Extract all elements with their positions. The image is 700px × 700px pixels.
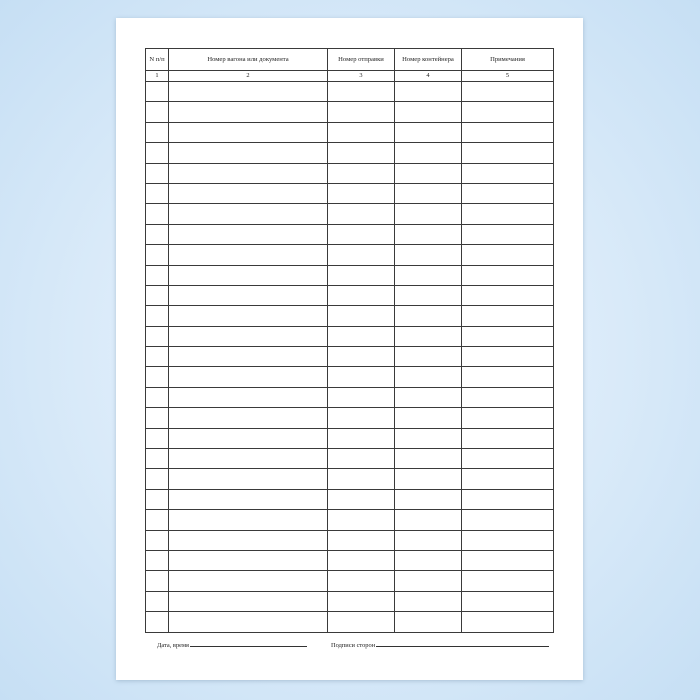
table-cell[interactable] [328, 612, 395, 632]
table-row [146, 163, 554, 183]
table-cell[interactable] [395, 408, 462, 428]
table-cell[interactable] [146, 265, 169, 285]
table-cell[interactable] [395, 306, 462, 326]
table-cell[interactable] [328, 306, 395, 326]
table-cell[interactable] [395, 326, 462, 346]
table-row [146, 367, 554, 387]
table-cell[interactable] [146, 102, 169, 122]
table-cell[interactable] [146, 224, 169, 244]
table-cell[interactable] [328, 102, 395, 122]
table-cell[interactable] [395, 285, 462, 305]
table-cell[interactable] [146, 408, 169, 428]
table-cell[interactable] [462, 571, 554, 591]
date-time-line[interactable] [190, 640, 307, 647]
table-cell[interactable] [462, 82, 554, 102]
table-cell[interactable] [169, 183, 328, 203]
table-row [146, 449, 554, 469]
table-cell[interactable] [395, 612, 462, 632]
table-cell[interactable] [169, 285, 328, 305]
table-cell[interactable] [462, 428, 554, 448]
table-cell[interactable] [395, 469, 462, 489]
table-row [146, 571, 554, 591]
column-header-wagon-or-document: Номер вагона или документа [169, 49, 328, 71]
table-cell[interactable] [146, 163, 169, 183]
table-cell[interactable] [462, 163, 554, 183]
table-cell[interactable] [146, 571, 169, 591]
table-cell[interactable] [146, 550, 169, 570]
signatures-field [331, 640, 549, 649]
table-cell[interactable] [395, 102, 462, 122]
table-cell[interactable] [169, 510, 328, 530]
table-cell[interactable] [146, 82, 169, 102]
signatures-line[interactable] [376, 640, 549, 647]
table-cell[interactable] [395, 245, 462, 265]
table-row [146, 122, 554, 142]
column-header-shipment-number: Номер отправки [328, 49, 395, 71]
table-cell[interactable] [395, 163, 462, 183]
table-cell[interactable] [169, 489, 328, 509]
table-row [146, 285, 554, 305]
table-row [146, 265, 554, 285]
table-cell[interactable] [146, 591, 169, 611]
table-cell[interactable] [462, 367, 554, 387]
table-cell[interactable] [328, 510, 395, 530]
table-cell[interactable] [169, 428, 328, 448]
table-row [146, 82, 554, 102]
table-cell[interactable] [395, 122, 462, 142]
table-cell[interactable] [169, 367, 328, 387]
table-row [146, 428, 554, 448]
table-cell[interactable] [169, 550, 328, 570]
table-cell[interactable] [462, 183, 554, 203]
table-cell[interactable] [395, 449, 462, 469]
table-cell[interactable] [328, 265, 395, 285]
table-cell[interactable] [462, 591, 554, 611]
table-cell[interactable] [169, 245, 328, 265]
table-cell[interactable] [146, 285, 169, 305]
table-cell[interactable] [328, 530, 395, 550]
table-cell[interactable] [462, 143, 554, 163]
table-cell[interactable] [462, 224, 554, 244]
table-cell[interactable] [328, 387, 395, 407]
table-cell[interactable] [146, 387, 169, 407]
table-cell[interactable] [169, 306, 328, 326]
table-cell[interactable] [395, 510, 462, 530]
table-row [146, 245, 554, 265]
table-cell[interactable] [146, 306, 169, 326]
signatures-label: Подписи сторон [331, 642, 376, 649]
table-cell[interactable] [462, 469, 554, 489]
column-number-2: 2 [169, 71, 328, 82]
column-header-notes: Примечания [462, 49, 554, 71]
table-cell[interactable] [169, 102, 328, 122]
table-cell[interactable] [169, 408, 328, 428]
table-cell[interactable] [328, 489, 395, 509]
table-cell[interactable] [169, 224, 328, 244]
table-cell[interactable] [169, 612, 328, 632]
table-cell[interactable] [328, 285, 395, 305]
table-row [146, 387, 554, 407]
table-header-row [146, 49, 554, 71]
table-row [146, 143, 554, 163]
table-row [146, 183, 554, 203]
table-row [146, 347, 554, 367]
column-number-4: 4 [395, 71, 462, 82]
table-cell[interactable] [146, 326, 169, 346]
table-cell[interactable] [462, 387, 554, 407]
table-cell[interactable] [146, 367, 169, 387]
column-number-row [146, 71, 554, 82]
table-cell[interactable] [328, 183, 395, 203]
table-cell[interactable] [328, 143, 395, 163]
table-cell[interactable] [146, 489, 169, 509]
table-cell[interactable] [462, 122, 554, 142]
table-cell[interactable] [462, 408, 554, 428]
table-row [146, 326, 554, 346]
table-cell[interactable] [395, 265, 462, 285]
document-page [116, 18, 583, 680]
table-cell[interactable] [462, 612, 554, 632]
table-cell[interactable] [146, 510, 169, 530]
table-row [146, 204, 554, 224]
table-cell[interactable] [169, 469, 328, 489]
table-cell[interactable] [462, 265, 554, 285]
table-row [146, 591, 554, 611]
table-cell[interactable] [169, 571, 328, 591]
table-cell[interactable] [395, 367, 462, 387]
table-cell[interactable] [146, 428, 169, 448]
table-cell[interactable] [328, 347, 395, 367]
table-cell[interactable] [462, 306, 554, 326]
column-number-3: 3 [328, 71, 395, 82]
table-cell[interactable] [146, 245, 169, 265]
table-row [146, 469, 554, 489]
table-cell[interactable] [462, 489, 554, 509]
table-cell[interactable] [395, 591, 462, 611]
table-cell[interactable] [146, 143, 169, 163]
date-time-field [157, 640, 307, 649]
table-cell[interactable] [395, 530, 462, 550]
table-cell[interactable] [146, 122, 169, 142]
date-time-label: Дата, время [157, 642, 189, 649]
table-cell[interactable] [462, 347, 554, 367]
table-cell[interactable] [169, 82, 328, 102]
column-header-index: N п/п [146, 49, 169, 71]
table-cell[interactable] [328, 591, 395, 611]
table-cell[interactable] [395, 489, 462, 509]
table-cell[interactable] [462, 510, 554, 530]
wagon-register-table [145, 48, 554, 633]
table-cell[interactable] [169, 143, 328, 163]
table-cell[interactable] [328, 163, 395, 183]
table-cell[interactable] [169, 530, 328, 550]
table-cell[interactable] [395, 387, 462, 407]
table-cell[interactable] [462, 102, 554, 122]
table-row [146, 408, 554, 428]
table-cell[interactable] [328, 82, 395, 102]
table-cell[interactable] [169, 122, 328, 142]
table-cell[interactable] [169, 204, 328, 224]
table-cell[interactable] [462, 326, 554, 346]
table-cell[interactable] [146, 612, 169, 632]
table-cell[interactable] [169, 449, 328, 469]
table-cell[interactable] [462, 285, 554, 305]
table-body [146, 82, 554, 633]
table-cell[interactable] [328, 571, 395, 591]
table-cell[interactable] [395, 571, 462, 591]
table-cell[interactable] [462, 550, 554, 570]
table-cell[interactable] [395, 143, 462, 163]
table-row [146, 510, 554, 530]
table-cell[interactable] [395, 204, 462, 224]
table-cell[interactable] [328, 326, 395, 346]
column-header-container-number: Номер контейнера [395, 49, 462, 71]
table-cell[interactable] [395, 183, 462, 203]
table-cell[interactable] [328, 408, 395, 428]
table-cell[interactable] [328, 204, 395, 224]
table-cell[interactable] [169, 265, 328, 285]
table-row [146, 530, 554, 550]
table-row [146, 224, 554, 244]
table-cell[interactable] [146, 183, 169, 203]
table-row [146, 489, 554, 509]
table-cell[interactable] [462, 245, 554, 265]
table-cell[interactable] [169, 591, 328, 611]
table-cell[interactable] [395, 428, 462, 448]
table-cell[interactable] [395, 550, 462, 570]
table-row [146, 550, 554, 570]
table-cell[interactable] [462, 530, 554, 550]
table-cell[interactable] [328, 224, 395, 244]
table-cell[interactable] [169, 387, 328, 407]
table-cell[interactable] [328, 367, 395, 387]
table-row [146, 612, 554, 632]
table-cell[interactable] [328, 550, 395, 570]
table-cell[interactable] [328, 469, 395, 489]
table-cell[interactable] [395, 82, 462, 102]
table-cell[interactable] [146, 469, 169, 489]
table-cell[interactable] [328, 428, 395, 448]
table-cell[interactable] [328, 245, 395, 265]
column-number-5: 5 [462, 71, 554, 82]
table-cell[interactable] [395, 224, 462, 244]
table-row [146, 102, 554, 122]
table-cell[interactable] [146, 204, 169, 224]
table-cell[interactable] [328, 449, 395, 469]
table-cell[interactable] [146, 530, 169, 550]
table-cell[interactable] [462, 204, 554, 224]
table-cell[interactable] [395, 347, 462, 367]
table-cell[interactable] [169, 326, 328, 346]
table-cell[interactable] [462, 449, 554, 469]
table-cell[interactable] [146, 449, 169, 469]
table-cell[interactable] [146, 347, 169, 367]
table-cell[interactable] [169, 347, 328, 367]
table-row [146, 306, 554, 326]
table-cell[interactable] [328, 122, 395, 142]
table-cell[interactable] [169, 163, 328, 183]
column-number-1: 1 [146, 71, 169, 82]
